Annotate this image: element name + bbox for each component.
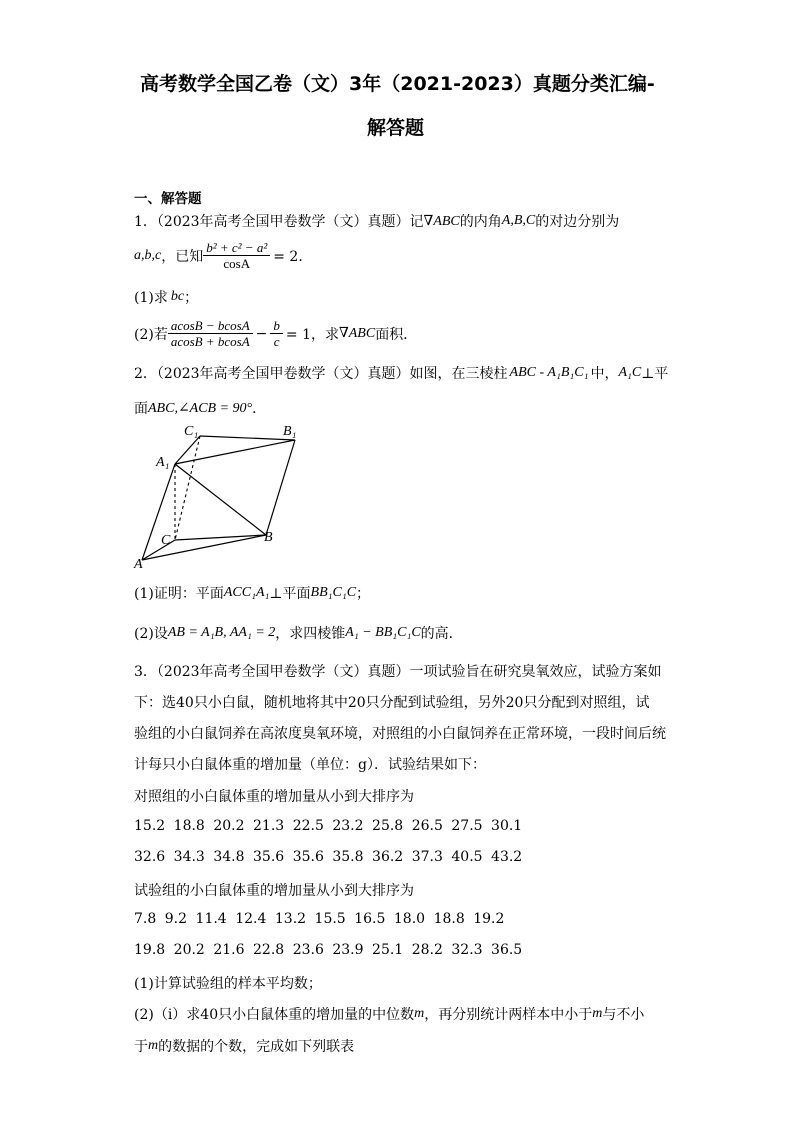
q1-angles: A,B,C (501, 213, 536, 228)
q3-p2-c: 与不小 (602, 1007, 645, 1023)
prism-figure (130, 420, 310, 570)
q1-frac-den: cosA (223, 256, 251, 271)
data-value: 35.8 (332, 849, 364, 865)
data-value: 11.4 (195, 911, 227, 927)
data-value: 9.2 (164, 911, 188, 927)
q2-p2-e: 的高． (420, 626, 463, 642)
edge-B1B (266, 440, 295, 535)
data-value: 27.5 (451, 818, 483, 834)
data-value: 36.5 (491, 942, 523, 958)
data-value: 35.6 (292, 849, 324, 865)
q3-test-label: 试验组的小白鼠体重的增加量从小到大排序为 (134, 883, 414, 899)
data-value: 23.2 (332, 818, 364, 834)
data-value: 25.8 (372, 818, 404, 834)
q3-test-row2 (134, 942, 531, 958)
data-value: 15.2 (134, 818, 166, 834)
q1-given (134, 240, 312, 271)
q3-p3-a: 于 (134, 1039, 148, 1055)
q1-p2-den: acosB + bcosA (170, 334, 250, 349)
q2-p1-a: (1)证明：平面 (134, 586, 224, 602)
q3-part2-cont (134, 1036, 354, 1056)
q2-line2-a: 面 (134, 401, 148, 417)
data-value: 37.3 (411, 849, 443, 865)
q1-p2-label: (2)若 (134, 326, 168, 343)
label-C1: C₁ (184, 424, 199, 439)
data-value: 12.4 (235, 911, 267, 927)
q1-intro (134, 211, 619, 231)
q3-part2 (134, 1004, 644, 1024)
q3-p2-m1: m (414, 1006, 425, 1021)
data-value: 22.8 (253, 942, 285, 958)
data-value: 23.6 (292, 942, 324, 958)
edge-A1B (175, 464, 266, 535)
edge-C1C (175, 436, 200, 540)
data-value: 20.2 (213, 818, 245, 834)
q3-line3: 验组的小白鼠饲养在高浓度臭氧环境，对照组的小白鼠饲养在正常环境，一段时间后统 (134, 726, 666, 742)
q1-intro-a: 1．（2023年高考全国甲卷数学（文）真题）记 (134, 214, 424, 230)
q1-intro-b: 的内角 (459, 214, 502, 230)
q3-p2-m2: m (592, 1006, 603, 1021)
q3-p2-b: ，再分别统计两样本中小于 (424, 1007, 593, 1023)
q3-control-row1 (134, 818, 531, 834)
q1-p2-b: b (270, 318, 283, 334)
q1-sides: a,b,c (134, 247, 162, 263)
q2-line2-b: ABC,∠ACB = 90° (148, 400, 253, 416)
q1-p1-expr: bc (170, 289, 185, 304)
q3-line4: 计每只小白鼠体重的增加量（单位：g）．试验结果如下： (134, 757, 486, 773)
data-value: 34.3 (173, 849, 205, 865)
q3-test-row1 (134, 911, 513, 927)
data-value: 13.2 (274, 911, 307, 927)
q2-mid: 中， (590, 366, 619, 382)
q2-p1-e: ； (356, 586, 371, 602)
data-value: 36.2 (372, 849, 404, 865)
data-value: 32.6 (134, 849, 166, 865)
q3-line1: 3．（2023年高考全国甲卷数学（文）真题）一项试验旨在研究臭氧效应，试验方案如 (134, 664, 662, 680)
q1-intro-c: 的对边分别为 (535, 214, 620, 230)
data-value: 18.8 (173, 818, 205, 834)
q2-prism: ABC - A₁B₁C₁ (509, 365, 589, 380)
q1-p2-end: 面积． (375, 326, 418, 343)
data-value: 20.2 (173, 942, 205, 958)
q1-part1 (134, 287, 198, 307)
data-value: 7.8 (134, 911, 157, 927)
label-A: A (134, 557, 143, 570)
edge-C1B1 (200, 436, 295, 440)
q1-p2-minus: − (255, 325, 268, 342)
q3-part1: (1)计算试验组的样本平均数； (134, 976, 322, 992)
q2-p2-c: ，求四棱锥 (275, 626, 346, 642)
q3-p3-b: 的数据的个数，完成如下列联表 (158, 1039, 355, 1055)
q2-line2-c: ． (252, 401, 267, 417)
data-value: 19.8 (134, 942, 166, 958)
page-title-line2: 解答题 (367, 117, 425, 139)
q1-p2-eq: = 1，求 (285, 326, 339, 343)
q3-p3-m: m (148, 1038, 159, 1053)
page-title-line1: 高考数学全国乙卷（文）3年（2021-2023）真题分类汇编- (140, 73, 655, 95)
q3-control-label: 对照组的小白鼠体重的增加量从小到大排序为 (134, 789, 414, 805)
label-A1: A₁ (156, 455, 170, 470)
q1-triangle: ∇ABC (423, 213, 460, 229)
label-B1: B₁ (283, 424, 297, 439)
data-value: 23.9 (332, 942, 364, 958)
q2-part2 (134, 623, 463, 643)
data-value: 26.5 (411, 818, 443, 834)
data-value: 34.8 (213, 849, 245, 865)
data-value: 32.3 (451, 942, 483, 958)
q3-control-row2 (134, 849, 531, 865)
q2-p1-c: ⊥平面 (269, 586, 311, 602)
q2-p1-d: BB₁C₁C (310, 585, 357, 600)
data-value: 15.5 (314, 911, 346, 927)
q2-perp: ⊥平 (641, 366, 669, 382)
data-value: 21.6 (213, 942, 245, 958)
q1-frac-num: b² + c² − a² (203, 240, 270, 256)
data-value: 22.5 (292, 818, 324, 834)
q2-intro-line2 (134, 398, 266, 418)
data-value: 35.6 (253, 849, 285, 865)
q1-fraction (203, 240, 270, 271)
q1-given-text: ，已知 (161, 248, 204, 265)
label-B: B (264, 530, 273, 545)
q2-intro-text: 2．（2023年高考全国甲卷数学（文）真题）如图，在三棱柱 (134, 366, 508, 382)
data-value: 30.1 (491, 818, 523, 834)
q1-p1-end: ； (184, 290, 199, 306)
data-value: 40.5 (451, 849, 483, 865)
data-value: 18.8 (433, 911, 465, 927)
q1-p2-num: acosB − bcosA (168, 318, 253, 334)
q2-p1-b: ACC₁A₁ (223, 585, 270, 600)
q2-p2-a: (2)设 (134, 626, 168, 642)
data-value: 28.2 (411, 942, 443, 958)
q3-p2-a: (2)（ⅰ）求40只小白鼠体重的增加量的中位数 (134, 1007, 415, 1023)
q2-p2-b: AB = A₁B, AA₁ = 2 (167, 625, 276, 640)
section-heading: 一、解答题 (134, 191, 202, 207)
q1-p2-fraction (168, 318, 253, 349)
q1-p1-label: (1)求 (134, 290, 168, 306)
data-value: 21.3 (253, 818, 285, 834)
q2-line: A₁C (618, 365, 642, 380)
q1-p2-c: c (273, 334, 280, 349)
q2-p2-d: A₁ − BB₁C₁C (345, 625, 421, 640)
data-value: 19.2 (473, 911, 505, 927)
q1-part2 (134, 318, 417, 349)
data-value: 16.5 (354, 911, 386, 927)
q1-eq: = 2． (273, 248, 313, 265)
data-value: 18.0 (393, 911, 426, 927)
q2-intro (134, 363, 668, 383)
q3-line2: 下：选40只小白鼠，随机地将其中20只分配到试验组，另外20只分配到对照组，试 (134, 695, 650, 711)
label-C: C (161, 533, 171, 548)
q1-p2-triangle: ∇ABC (338, 326, 376, 341)
q2-part1 (134, 583, 370, 603)
data-value: 43.2 (491, 849, 523, 865)
data-value: 25.1 (372, 942, 404, 958)
q1-p2-bc-fraction (270, 318, 283, 349)
